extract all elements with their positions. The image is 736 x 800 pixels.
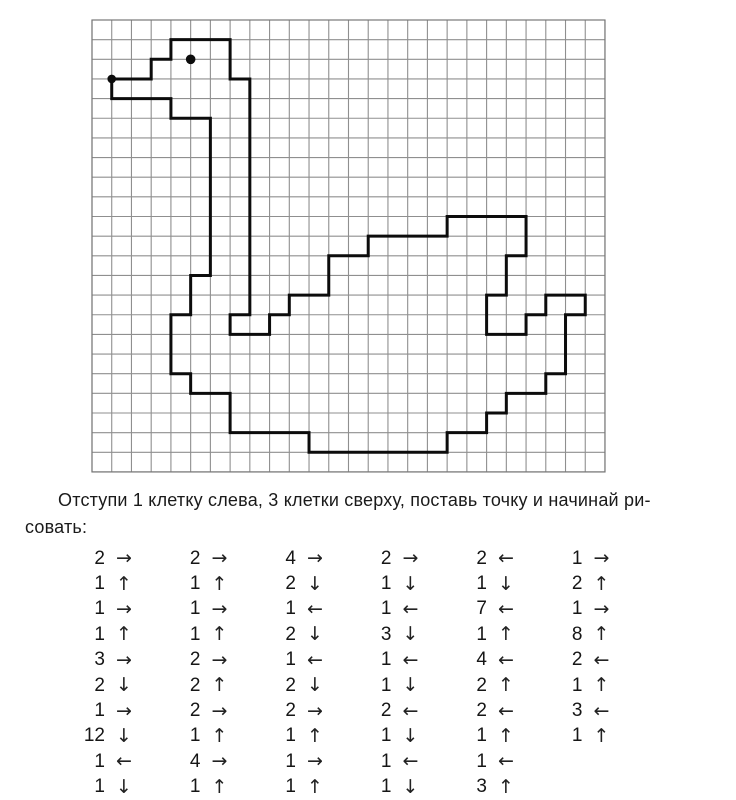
arrow-down-icon: ↓ bbox=[402, 674, 419, 697]
move-cell bbox=[69, 571, 165, 596]
move-cell bbox=[451, 673, 547, 698]
move-count: 4 bbox=[476, 649, 487, 671]
move-count: 1 bbox=[380, 598, 392, 620]
move-count: 1 bbox=[94, 776, 105, 798]
arrow-right-icon: → bbox=[211, 750, 228, 773]
move-count: 1 bbox=[380, 750, 392, 772]
move-count: 1 bbox=[285, 598, 296, 620]
arrow-left-icon: ← bbox=[593, 699, 610, 722]
move-count: 1 bbox=[380, 725, 392, 747]
move-count: 1 bbox=[285, 649, 296, 671]
move-count: 12 bbox=[83, 725, 105, 747]
arrow-up-icon: ↑ bbox=[593, 623, 610, 646]
move-count: 1 bbox=[94, 623, 105, 645]
move-cell bbox=[547, 571, 643, 596]
arrow-up-icon: ↑ bbox=[211, 724, 228, 747]
move-cell bbox=[260, 698, 356, 723]
move-count: 1 bbox=[94, 573, 105, 595]
move-cell bbox=[356, 571, 452, 596]
arrow-down-icon: ↓ bbox=[307, 674, 323, 697]
move-cell bbox=[356, 673, 452, 698]
move-count: 2 bbox=[94, 674, 105, 696]
instruction-text bbox=[25, 487, 727, 541]
grid-lines bbox=[92, 20, 605, 472]
arrow-up-icon: ↑ bbox=[498, 775, 514, 798]
arrow-left-icon: ← bbox=[498, 750, 514, 773]
move-cell bbox=[547, 648, 643, 673]
arrow-right-icon: → bbox=[116, 597, 132, 620]
move-cell bbox=[356, 648, 452, 673]
move-cell bbox=[547, 698, 643, 723]
move-count: 2 bbox=[189, 649, 201, 671]
move-count: 3 bbox=[380, 623, 392, 645]
move-count: 1 bbox=[94, 700, 105, 722]
arrow-left-icon: ← bbox=[402, 750, 419, 773]
move-cell bbox=[165, 546, 261, 571]
move-count: 2 bbox=[571, 649, 583, 671]
arrow-left-icon: ← bbox=[116, 750, 132, 773]
move-cell bbox=[165, 775, 261, 800]
move-cell bbox=[451, 724, 547, 749]
move-cell bbox=[165, 622, 261, 647]
move-count: 1 bbox=[189, 573, 201, 595]
arrow-left-icon: ← bbox=[498, 597, 514, 620]
move-cell bbox=[547, 724, 643, 749]
arrow-up-icon: ↑ bbox=[593, 674, 610, 697]
move-cell bbox=[260, 546, 356, 571]
move-count: 1 bbox=[380, 674, 392, 696]
move-cell bbox=[165, 698, 261, 723]
move-count: 2 bbox=[189, 547, 201, 569]
move-cell bbox=[69, 597, 165, 622]
move-cell bbox=[547, 673, 643, 698]
move-cell bbox=[260, 648, 356, 673]
arrow-up-icon: ↑ bbox=[116, 623, 132, 646]
arrow-down-icon: ↓ bbox=[402, 724, 419, 747]
move-count: 1 bbox=[285, 776, 296, 798]
move-count: 1 bbox=[476, 573, 487, 595]
arrow-left-icon: ← bbox=[402, 648, 419, 671]
move-count: 1 bbox=[380, 573, 392, 595]
arrow-right-icon: → bbox=[211, 648, 228, 671]
arrow-left-icon: ← bbox=[498, 699, 514, 722]
eye-dot bbox=[186, 55, 196, 65]
arrow-up-icon: ↑ bbox=[116, 572, 132, 595]
arrow-down-icon: ↓ bbox=[402, 775, 419, 798]
move-count: 2 bbox=[285, 623, 296, 645]
move-cell bbox=[451, 571, 547, 596]
arrow-right-icon: → bbox=[211, 547, 228, 570]
move-cell bbox=[260, 749, 356, 774]
move-cell bbox=[69, 775, 165, 800]
move-cell bbox=[451, 622, 547, 647]
move-count: 2 bbox=[380, 547, 392, 569]
move-cell bbox=[451, 648, 547, 673]
arrow-right-icon: → bbox=[211, 699, 228, 722]
move-cell bbox=[260, 724, 356, 749]
arrow-up-icon: ↑ bbox=[498, 623, 514, 646]
move-count: 1 bbox=[189, 776, 201, 798]
move-count: 1 bbox=[94, 750, 105, 772]
move-cell bbox=[165, 673, 261, 698]
arrow-up-icon: ↑ bbox=[307, 775, 323, 798]
move-count: 1 bbox=[189, 598, 201, 620]
move-cell bbox=[451, 749, 547, 774]
move-cell bbox=[260, 775, 356, 800]
move-count: 1 bbox=[571, 547, 583, 569]
move-count: 1 bbox=[571, 725, 583, 747]
moves-table bbox=[69, 546, 642, 800]
arrow-left-icon: ← bbox=[498, 648, 514, 671]
move-count: 4 bbox=[285, 547, 296, 569]
move-count: 1 bbox=[380, 649, 392, 671]
move-count: 2 bbox=[476, 700, 487, 722]
move-count: 1 bbox=[476, 725, 487, 747]
move-cell bbox=[260, 571, 356, 596]
arrow-right-icon: → bbox=[593, 597, 610, 620]
move-count: 3 bbox=[94, 649, 105, 671]
move-cell bbox=[451, 546, 547, 571]
arrow-right-icon: → bbox=[593, 547, 610, 570]
arrow-left-icon: ← bbox=[402, 597, 419, 620]
move-count: 2 bbox=[189, 700, 201, 722]
move-cell bbox=[356, 597, 452, 622]
instruction-line-2: совать: bbox=[25, 517, 88, 537]
move-cell bbox=[451, 698, 547, 723]
arrow-down-icon: ↓ bbox=[116, 724, 132, 747]
move-cell bbox=[165, 648, 261, 673]
instruction-line-1: Отступи 1 клетку слева, 3 клетки сверху, поставь точку и начинай ри- bbox=[58, 490, 651, 510]
arrow-right-icon: → bbox=[307, 699, 323, 722]
move-cell bbox=[165, 724, 261, 749]
arrow-up-icon: ↑ bbox=[307, 724, 323, 747]
move-cell bbox=[356, 622, 452, 647]
arrow-left-icon: ← bbox=[593, 648, 610, 671]
move-count: 2 bbox=[476, 547, 487, 569]
move-count: 1 bbox=[189, 725, 201, 747]
move-cell bbox=[451, 775, 547, 800]
arrow-right-icon: → bbox=[116, 648, 132, 671]
arrow-up-icon: ↑ bbox=[498, 724, 514, 747]
move-cell bbox=[69, 724, 165, 749]
move-count: 2 bbox=[380, 700, 392, 722]
move-count: 1 bbox=[476, 750, 487, 772]
move-count: 2 bbox=[285, 674, 296, 696]
arrow-down-icon: ↓ bbox=[116, 775, 132, 798]
move-cell bbox=[547, 622, 643, 647]
move-count: 3 bbox=[476, 776, 487, 798]
arrow-down-icon: ↓ bbox=[402, 572, 419, 595]
move-cell bbox=[165, 597, 261, 622]
arrow-right-icon: → bbox=[307, 547, 323, 570]
move-count: 7 bbox=[476, 598, 487, 620]
arrow-left-icon: ← bbox=[307, 597, 323, 620]
move-cell bbox=[356, 724, 452, 749]
arrow-left-icon: ← bbox=[307, 648, 323, 671]
arrow-right-icon: → bbox=[116, 547, 132, 570]
arrow-up-icon: ↑ bbox=[498, 674, 514, 697]
move-cell bbox=[547, 546, 643, 571]
move-count: 8 bbox=[571, 623, 583, 645]
move-count: 2 bbox=[571, 573, 583, 595]
move-cell bbox=[547, 597, 643, 622]
move-cell bbox=[356, 546, 452, 571]
move-count: 2 bbox=[285, 700, 296, 722]
move-count: 4 bbox=[189, 750, 201, 772]
move-count: 2 bbox=[476, 674, 487, 696]
start-dot bbox=[107, 75, 116, 84]
move-cell bbox=[69, 673, 165, 698]
move-cell bbox=[260, 622, 356, 647]
move-cell bbox=[451, 597, 547, 622]
move-cell bbox=[69, 749, 165, 774]
arrow-down-icon: ↓ bbox=[307, 572, 323, 595]
move-cell bbox=[356, 698, 452, 723]
move-count: 1 bbox=[94, 598, 105, 620]
move-count: 1 bbox=[285, 750, 296, 772]
move-count: 1 bbox=[380, 776, 392, 798]
move-cell bbox=[69, 546, 165, 571]
arrow-up-icon: ↑ bbox=[211, 623, 228, 646]
arrow-down-icon: ↓ bbox=[116, 674, 132, 697]
arrow-right-icon: → bbox=[307, 750, 323, 773]
move-cell bbox=[69, 648, 165, 673]
move-cell bbox=[69, 622, 165, 647]
arrow-left-icon: ← bbox=[498, 547, 514, 570]
arrow-up-icon: ↑ bbox=[211, 572, 228, 595]
arrow-right-icon: → bbox=[116, 699, 132, 722]
move-count: 1 bbox=[285, 725, 296, 747]
move-count: 3 bbox=[571, 700, 583, 722]
arrow-up-icon: ↑ bbox=[593, 572, 610, 595]
arrow-left-icon: ← bbox=[402, 699, 419, 722]
arrow-down-icon: ↓ bbox=[498, 572, 514, 595]
move-cell bbox=[165, 749, 261, 774]
arrow-right-icon: → bbox=[402, 547, 419, 570]
move-cell bbox=[260, 597, 356, 622]
move-count: 2 bbox=[94, 547, 105, 569]
arrow-up-icon: ↑ bbox=[211, 674, 228, 697]
arrow-down-icon: ↓ bbox=[307, 623, 323, 646]
move-cell bbox=[356, 749, 452, 774]
arrow-up-icon: ↑ bbox=[593, 724, 610, 747]
arrow-right-icon: → bbox=[211, 597, 228, 620]
move-count: 2 bbox=[189, 674, 201, 696]
move-cell bbox=[165, 571, 261, 596]
move-count: 1 bbox=[189, 623, 201, 645]
move-cell bbox=[356, 775, 452, 800]
move-cell bbox=[260, 673, 356, 698]
move-count: 2 bbox=[285, 573, 296, 595]
move-count: 1 bbox=[571, 674, 583, 696]
move-count: 1 bbox=[571, 598, 583, 620]
arrow-up-icon: ↑ bbox=[211, 775, 228, 798]
move-cell bbox=[69, 698, 165, 723]
arrow-down-icon: ↓ bbox=[402, 623, 419, 646]
move-count: 1 bbox=[476, 623, 487, 645]
